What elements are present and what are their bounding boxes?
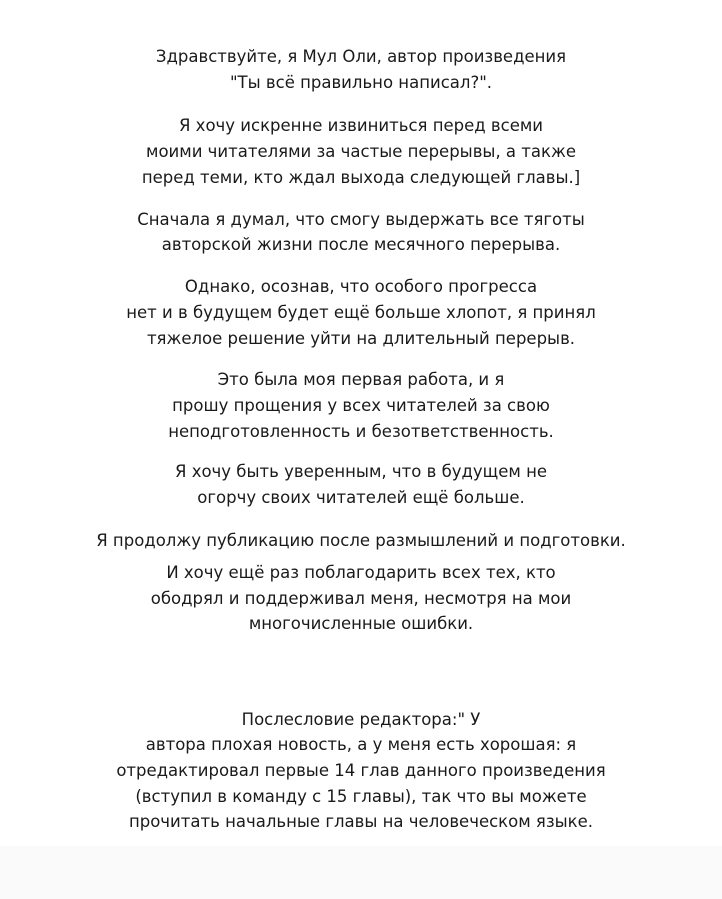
first-work-line-3: неподготовленность и безответственность. — [168, 422, 554, 441]
thanks-line-1: И хочу ещё раз поблагодарить всех тех, кто — [166, 563, 556, 582]
hope-line-1: Я хочу быть уверенным, что в будущем не — [174, 462, 548, 481]
afterword-line-1: Послесловие редактора:" У — [241, 710, 481, 729]
continue-line-1: Я продолжу публикацию после размышлений и подготовки. — [96, 531, 626, 550]
first-work-line-2: прошу прощения у всех читателей за свою — [172, 396, 550, 415]
afterword-line-2: автора плохая новость, а у меня есть хорошая: я — [145, 735, 577, 754]
decision-line-1: Однако, осознав, что особого прогресса — [184, 277, 538, 296]
apology-line-2: моими читателями за частые перерывы, а также — [146, 142, 576, 161]
afterword-line-3: отредактировал первые 14 глав данного произведения — [116, 761, 606, 780]
initial-plan-line-1: Сначала я думал, что смогу выдержать все тяготы — [137, 210, 585, 229]
apology-line-1: Я хочу искренне извиниться перед всеми — [178, 116, 544, 135]
afterword-line-4: (вступил в команду с 15 главы), так что вы можете — [135, 787, 587, 806]
thanks-line-3: многочисленные ошибки. — [248, 614, 474, 633]
initial-plan-line-2: авторской жизни после месячного перерыва. — [161, 235, 561, 254]
greeting-line-1: Здравствуйте, я Мул Оли, автор произведения — [155, 47, 567, 66]
apology-line-3: перед теми, кто ждал выхода следующей главы.] — [141, 168, 581, 187]
afterword-line-5: прочитать начальные главы на человеческом языке. — [128, 812, 594, 831]
decision-line-3: тяжелое решение уйти на длительный перерыв. — [146, 329, 576, 348]
greeting-line-2: "Ты всё правильно написал?". — [229, 73, 493, 92]
first-work-line-1: Это была моя первая работа, и я — [217, 370, 505, 389]
decision-line-2: нет и в будущем будет ещё больше хлопот, я принял — [126, 303, 596, 322]
bottom-band — [0, 846, 722, 899]
hope-line-2: огорчу своих читателей ещё больше. — [197, 488, 525, 507]
thanks-line-2: ободрял и поддерживал меня, несмотря на мои — [150, 589, 572, 608]
